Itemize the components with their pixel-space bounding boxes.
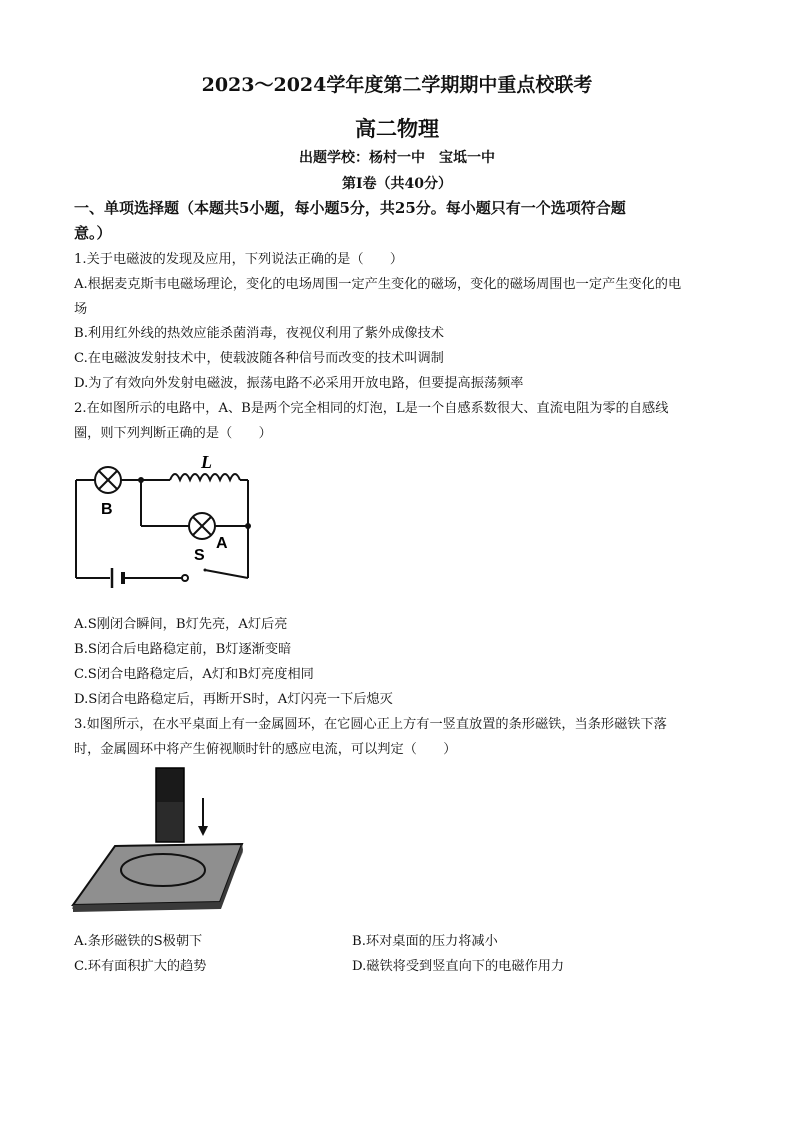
q1-option-a: A.根据麦克斯韦电磁场理论，变化的电场周围一定产生变化的磁场，变化的磁场周围也一定产生变化的电 (74, 277, 682, 292)
q2-stem-line1: 2.在如图所示的电路中，A、B是两个完全相同的灯泡，L是一个自感系数很大、直流电阻为零的自感线 (74, 401, 669, 416)
label-b: B (101, 501, 113, 518)
label-l: L (201, 452, 212, 472)
section-heading-line1: 一、单项选择题（本题共5小题，每小题5分，共25分。每小题只有一个选项符合题 (74, 199, 626, 217)
circuit-diagram (70, 448, 260, 588)
q1-option-a-cont: 场 (74, 302, 88, 317)
bulb-a (189, 513, 215, 539)
exam-title: 2023～2024学年度第二学期期中重点校联考 (201, 74, 593, 96)
magnet-ring-figure (70, 766, 250, 921)
q3-stem-line2: 时，金属圆环中将产生俯视顺时针的感应电流，可以判定（ ） (74, 742, 457, 757)
battery (112, 568, 123, 588)
q2-option-d: D.S闭合电路稳定后，再断开S时，A灯闪亮一下后熄灭 (74, 692, 393, 707)
q3-option-d: D.磁铁将受到竖直向下的电磁作用力 (352, 959, 565, 974)
switch (182, 569, 207, 582)
q1-option-b: B.利用红外线的热效应能杀菌消毒，夜视仪利用了紫外成像技术 (74, 326, 444, 341)
section-heading-line2: 意。） (74, 224, 112, 242)
q3-option-b: B.环对桌面的压力将减小 (352, 934, 498, 949)
label-s: S (194, 547, 205, 564)
q3-stem-line1: 3.如图所示，在水平桌面上有一金属圆环，在它圆心正上方有一竖直放置的条形磁铁，当条形磁铁下落 (74, 717, 667, 732)
bulb-b (95, 467, 121, 493)
bar-magnet (156, 768, 184, 842)
q1-stem: 1.关于电磁波的发现及应用，下列说法正确的是（ ） (74, 252, 404, 267)
part-line: 第Ⅰ卷（共40分） (341, 176, 453, 192)
subject-title: 高二物理 (355, 116, 439, 141)
schools-line: 出题学校：杨村一中 宝坻一中 (299, 150, 495, 166)
q2-option-b: B.S闭合后电路稳定前，B灯逐渐变暗 (74, 642, 292, 657)
q1-option-c: C.在电磁波发射技术中，使载波随各种信号而改变的技术叫调制 (74, 351, 444, 366)
q2-option-a: A.S刚闭合瞬间，B灯先亮，A灯后亮 (74, 617, 288, 632)
down-arrow-icon (198, 798, 208, 836)
q1-option-d: D.为了有效向外发射电磁波，振荡电路不必采用开放电路，但要提高振荡频率 (74, 376, 524, 391)
q2-option-c: C.S闭合电路稳定后，A灯和B灯亮度相同 (74, 667, 314, 682)
q3-option-a: A.条形磁铁的S极朝下 (74, 934, 203, 949)
label-a: A (216, 535, 228, 552)
q2-stem-line2: 圈，则下列判断正确的是（ ） (74, 426, 272, 441)
inductor-coil (170, 474, 240, 480)
q3-option-c: C.环有面积扩大的趋势 (74, 959, 207, 974)
